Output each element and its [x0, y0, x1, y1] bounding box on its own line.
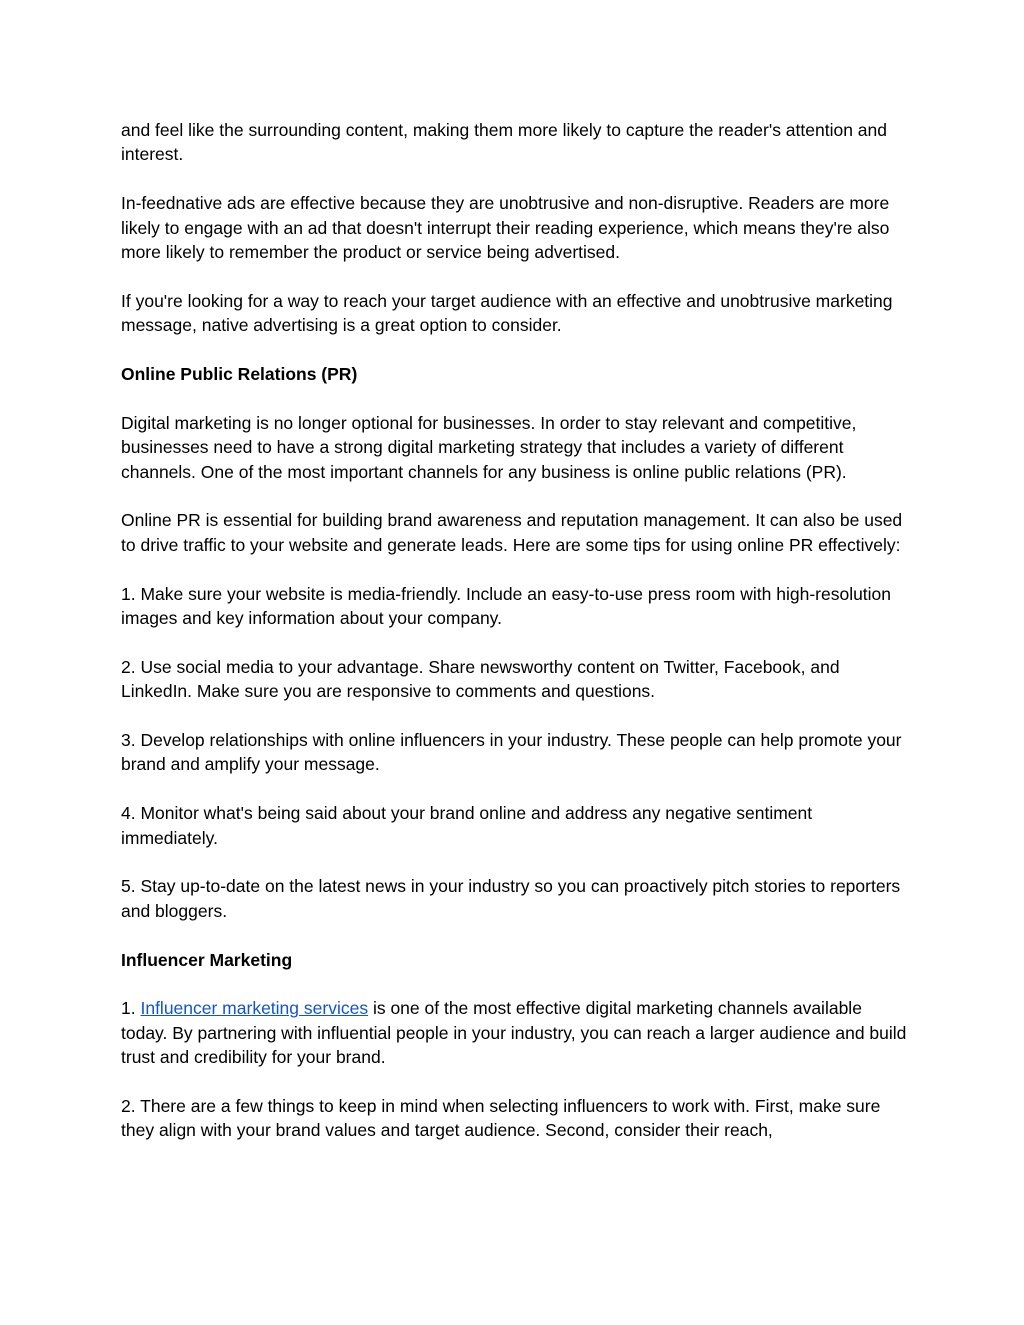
heading-influencer-marketing: Influencer Marketing [121, 949, 293, 970]
pr-tip-5: 5. Stay up-to-date on the latest news in your industry so you can proactively pitch stories to reporters and bloggers. [121, 876, 901, 921]
pr-tip-4: 4. Monitor what's being said about your brand online and address any negative sentiment immediately. [121, 803, 813, 848]
document-page [121, 118, 911, 1167]
paragraph-online-pr-intro: Digital marketing is no longer optional for businesses. In order to stay relevant and competitive, businesses need to have a strong digital marketing strategy that includes a variety of different channels. One of the most important channels for any business is online public relations (PR). [121, 412, 857, 482]
pr-tip-3: 3. Develop relationships with online influencers in your industry. These people can help promote your brand and amplify your message. [121, 730, 902, 775]
influencer-point-2: 2. There are a few things to keep in mind when selecting influencers to work with. First, make sure they align with your brand values and target audience. Second, consider their reach, [121, 1096, 881, 1141]
influencer-point-1-text: is one of the most effective digital marketing channels available today. By partnering with influential people in your industry, you can reach a larger audience and build trust and credibility for your brand. [121, 998, 907, 1068]
influencer-point-1 [121, 996, 911, 1069]
pr-tip-1: 1. Make sure your website is media-friendly. Include an easy-to-use press room with high-resolution images and key information about your company. [121, 583, 892, 629]
heading-online-pr: Online Public Relations (PR) [121, 364, 358, 385]
paragraph-native-advertising-conclusion: If you're looking for a way to reach your target audience with an effective and unobtrusive marketing message, native advertising is a great option to consider. [121, 290, 893, 336]
paragraph-in-feed-native-ads: In-feednative ads are effective because they are unobtrusive and non-disruptive. Readers are more likely to engage with an ad that doesn't interrupt their reading experience, which means they're also more likely to remember the product or service being advertised. [121, 193, 890, 263]
pr-tip-2: 2. Use social media to your advantage. Share newsworthy content on Twitter, Facebook, and LinkedIn. Make sure you are responsive to comments and questions. [121, 656, 840, 702]
influencer-marketing-services-link[interactable]: Influencer marketing services [140, 998, 369, 1019]
influencer-point-1-prefix: 1. [121, 998, 141, 1019]
paragraph-native-ads-intro: and feel like the surrounding content, making them more likely to capture the reader's attention and interest. [121, 120, 888, 165]
paragraph-online-pr-tips-intro: Online PR is essential for building brand awareness and reputation management. It can also be used to drive traffic to your website and generate leads. Here are some tips for using online PR effectively: [121, 510, 903, 555]
